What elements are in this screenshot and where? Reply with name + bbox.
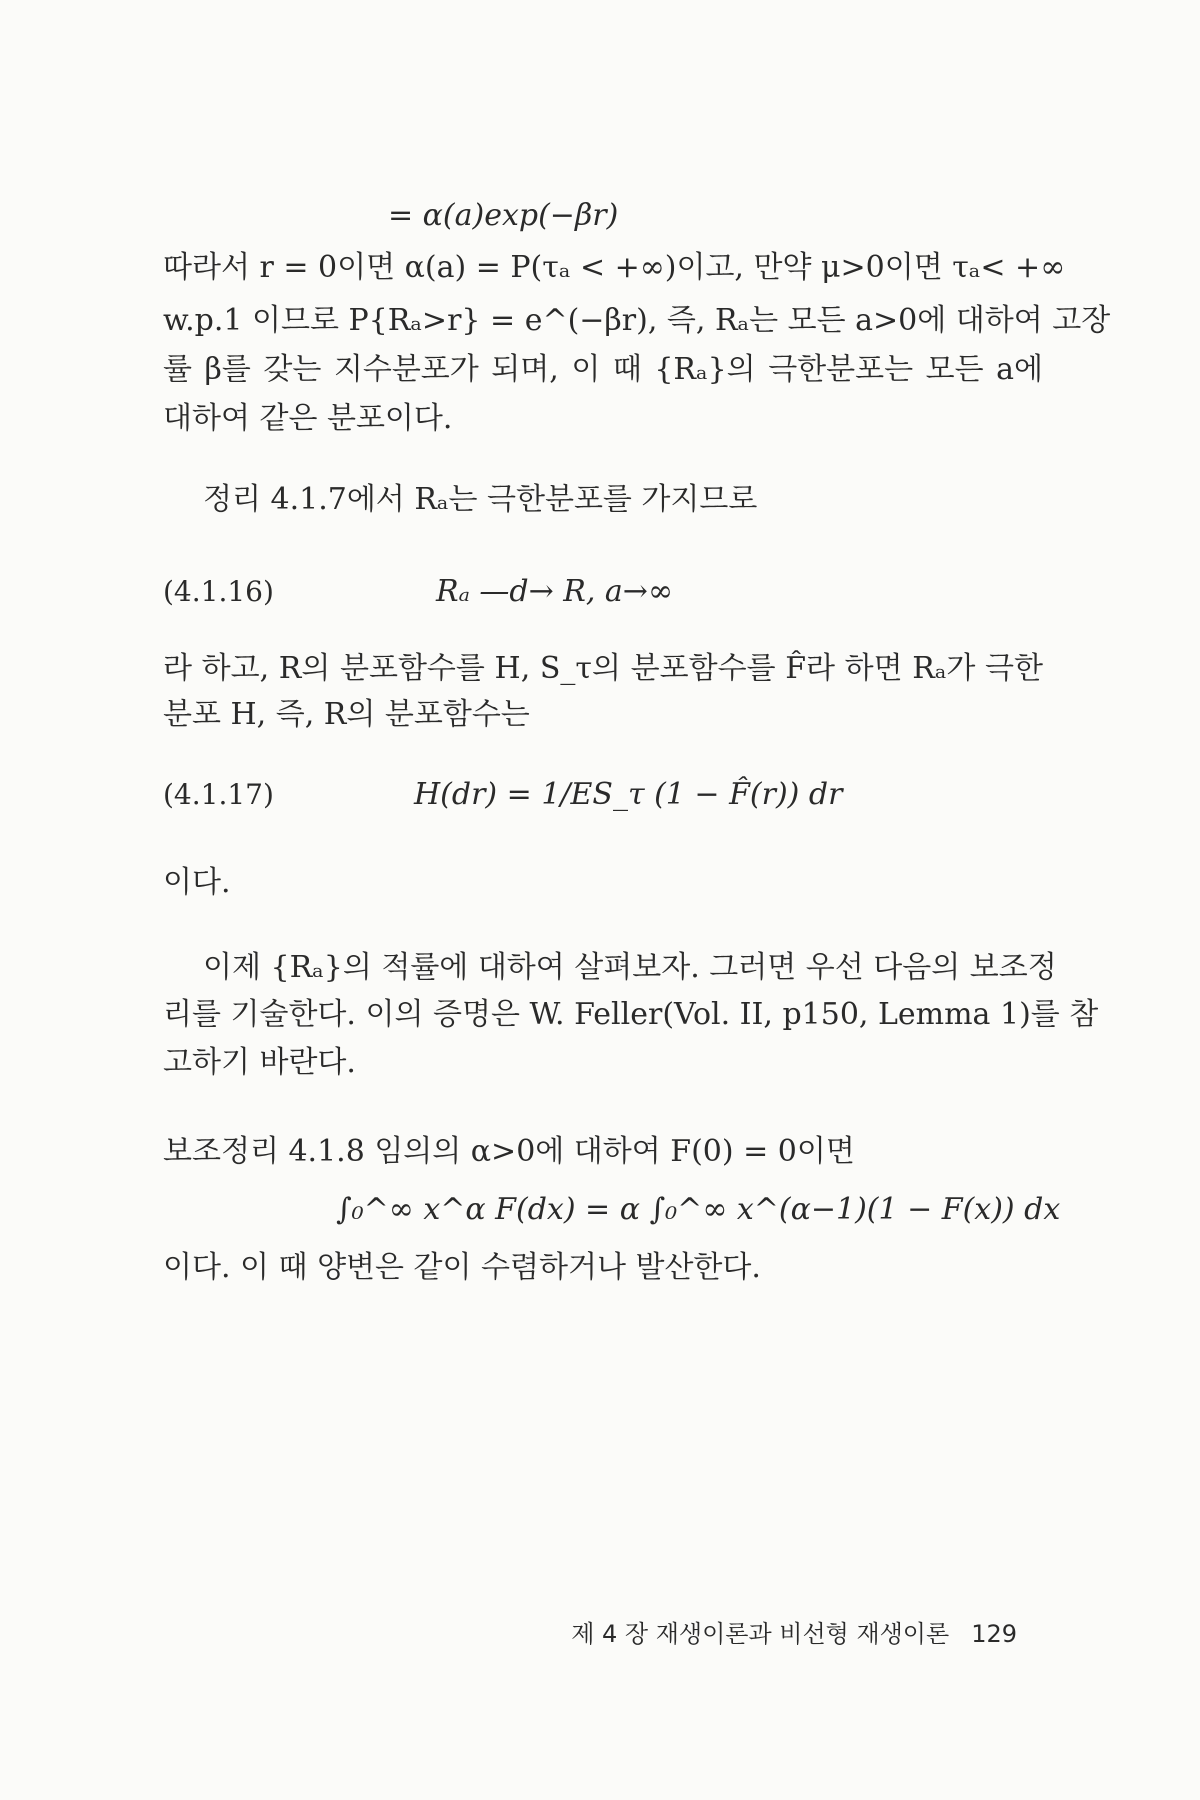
chapter-title: 제 4 장 재생이론과 비선형 재생이론	[571, 1620, 950, 1648]
equation-number-4-1-17: (4.1.17)	[163, 778, 274, 811]
text-line-2: w.p.1 이므로 P{Rₐ>r} = e^(−βr), 즉, Rₐ는 모든 a>0에 대하여 고장	[163, 303, 1111, 338]
text-line-8: 이다. 이 때 양변은 같이 수렴하거나 발산한다.	[163, 1250, 761, 1285]
equation-integral: ∫₀^∞ x^α F(dx) = α ∫₀^∞ x^(α−1)(1 − F(x)) dx	[336, 1192, 1061, 1227]
equation-number-4-1-16: (4.1.16)	[163, 575, 274, 608]
paragraph-moments-2: 리를 기술한다. 이의 증명은 W. Feller(Vol. II, p150, Lemma 1)를 참	[163, 997, 1099, 1032]
text-line-6: 분포 H, 즉, R의 분포함수는	[163, 697, 530, 732]
equation-4-1-17: H(dr) = 1/ES_τ (1 − F̂(r)) dr	[414, 777, 843, 812]
paragraph-moments-1: 이제 {Rₐ}의 적률에 대하여 살펴보자. 그러면 우선 다음의 보조정	[203, 950, 1057, 985]
equation-top-text: = α(a)exp(−βr)	[388, 198, 619, 233]
text-line-7: 이다.	[163, 865, 231, 900]
equation-top	[388, 196, 618, 236]
page-number: 129	[971, 1620, 1017, 1648]
text-line-5: 라 하고, R의 분포함수를 H, S_τ의 분포함수를 F̂라 하면 Rₐ가 극한	[163, 651, 1043, 686]
text-line-3: 률 β를 갖는 지수분포가 되며, 이 때 {Rₐ}의 극한분포는 모든 a에	[163, 352, 1043, 387]
text-line-4: 대하여 같은 분포이다.	[163, 401, 453, 436]
paragraph-theorem-ref: 정리 4.1.7에서 Rₐ는 극한분포를 가지므로	[203, 482, 758, 517]
text-line-1: 따라서 r = 0이면 α(a) = P(τₐ < +∞)이고, 만약 μ>0이면 τₐ< +∞	[163, 250, 1066, 285]
running-footer	[571, 1618, 1017, 1650]
lemma-4-1-8-statement: 보조정리 4.1.8 임의의 α>0에 대하여 F(0) = 0이면	[163, 1134, 855, 1169]
paragraph-moments-3: 고하기 바란다.	[163, 1045, 356, 1080]
equation-4-1-16: Rₐ —d→ R, a→∞	[436, 574, 673, 609]
